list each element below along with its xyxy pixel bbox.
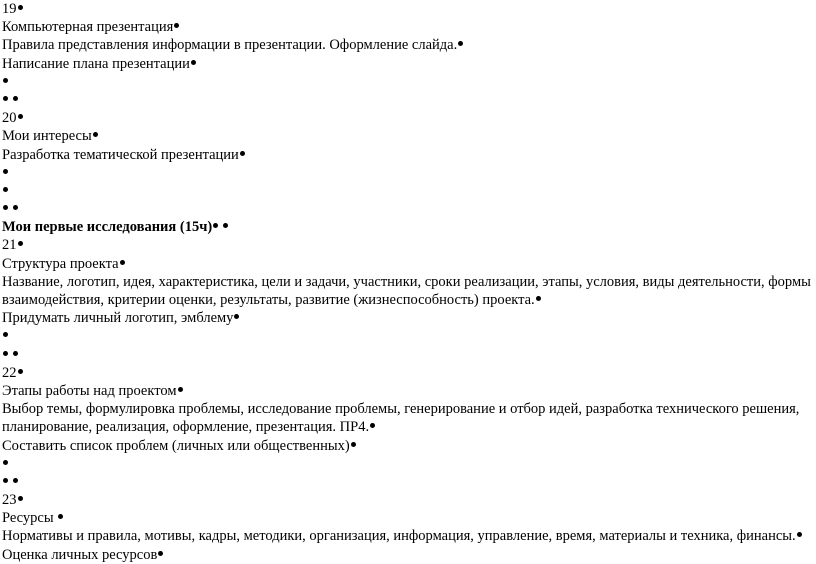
- lesson-practice: Написание плана презентации: [2, 55, 816, 73]
- bullet-icon: [3, 187, 8, 192]
- bullet-icon: [120, 260, 125, 265]
- bullet-icon: [797, 532, 802, 537]
- lesson-content: планирование, реализация, оформление, презентация. ПР4.: [2, 418, 816, 436]
- bullet-icon: [18, 5, 23, 10]
- lesson-content: Разработка тематической презентации: [2, 146, 816, 164]
- bullet-icon: [458, 41, 463, 46]
- lesson-number: 22: [2, 364, 816, 382]
- empty-cell: [2, 182, 816, 200]
- empty-cell: [2, 327, 816, 345]
- lesson-content: взаимодействия, критерии оценки, результаты, развитие (жизнеспособность) проекта.: [2, 291, 816, 309]
- lesson-number: 21: [2, 236, 816, 254]
- empty-cell: [2, 346, 816, 364]
- bullet-icon: [13, 205, 18, 210]
- bullet-icon: [3, 169, 8, 174]
- bullet-icon: [3, 460, 8, 465]
- empty-cell: [2, 73, 816, 91]
- bullet-icon: [18, 241, 23, 246]
- bullet-icon: [234, 314, 239, 319]
- lesson-title: Структура проекта: [2, 255, 816, 273]
- lesson-content: Правила представления информации в презентации. Оформление слайда.: [2, 36, 816, 54]
- bullet-icon: [3, 351, 8, 356]
- empty-cell: [2, 473, 816, 491]
- bullet-icon: [3, 96, 8, 101]
- bullet-icon: [3, 205, 8, 210]
- lesson-title: Этапы работы над проектом: [2, 382, 816, 400]
- bullet-icon: [174, 23, 179, 28]
- bullet-icon: [213, 223, 218, 228]
- lesson-number: 19: [2, 0, 816, 18]
- lesson-practice: Составить список проблем (личных или общественных): [2, 437, 816, 455]
- section-heading: Мои первые исследования (15ч): [2, 218, 816, 236]
- lesson-number: 23: [2, 491, 816, 509]
- bullet-icon: [13, 478, 18, 483]
- bullet-icon: [370, 423, 375, 428]
- bullet-icon: [18, 369, 23, 374]
- bullet-icon: [13, 96, 18, 101]
- bullet-icon: [13, 351, 18, 356]
- lesson-content: Нормативы и правила, мотивы, кадры, методики, организация, информация, управление, время, материалы и техника, финансы.: [2, 527, 816, 545]
- bullet-icon: [240, 151, 245, 156]
- bullet-icon: [58, 514, 63, 519]
- lesson-practice: Оценка личных ресурсов: [2, 546, 816, 564]
- lesson-number: 20: [2, 109, 816, 127]
- lesson-practice: Придумать личный логотип, эмблему: [2, 309, 816, 327]
- bullet-icon: [3, 332, 8, 337]
- bullet-icon: [18, 496, 23, 501]
- lesson-content: Название, логотип, идея, характеристика, цели и задачи, участники, сроки реализации, этапы, условия, виды деятельности, формы: [2, 273, 811, 290]
- bullet-icon: [351, 442, 356, 447]
- bullet-icon: [178, 387, 183, 392]
- lesson-title: Ресурсы: [2, 509, 816, 527]
- lesson-content: Выбор темы, формулировка проблемы, исследование проблемы, генерирование и отбор идей, разработка технического решения,: [2, 401, 800, 418]
- empty-cell: [2, 164, 816, 182]
- bullet-icon: [536, 296, 541, 301]
- empty-cell: [2, 200, 816, 218]
- bullet-icon: [3, 78, 8, 83]
- bullet-icon: [3, 478, 8, 483]
- empty-cell: [2, 91, 816, 109]
- bullet-icon: [93, 132, 98, 137]
- bullet-icon: [223, 223, 228, 228]
- bullet-icon: [18, 114, 23, 119]
- lesson-title: Компьютерная презентация: [2, 18, 816, 36]
- bullet-icon: [191, 60, 196, 65]
- lesson-title: Мои интересы: [2, 127, 816, 145]
- bullet-icon: [158, 551, 163, 556]
- empty-cell: [2, 455, 816, 473]
